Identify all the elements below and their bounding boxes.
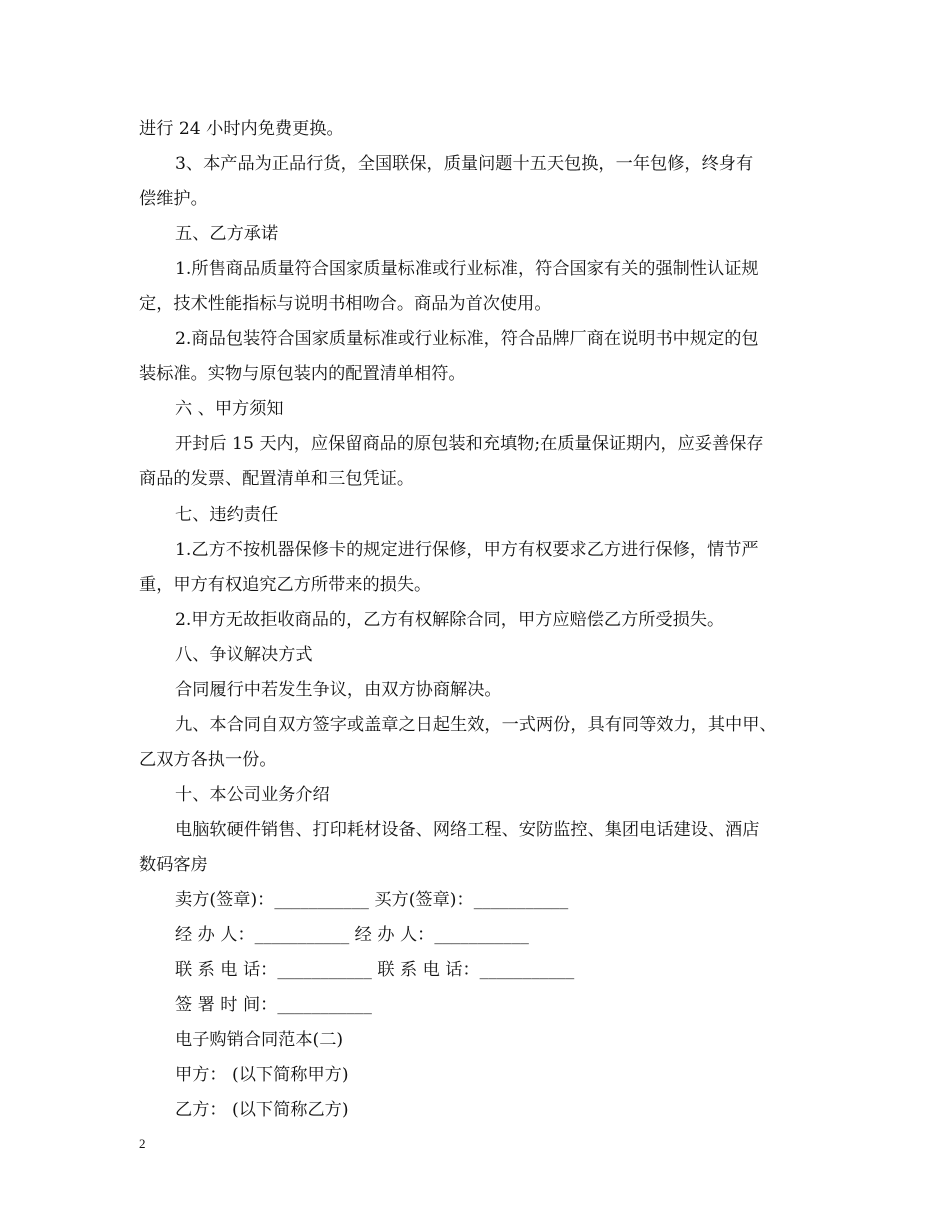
text-line: 十、本公司业务介绍: [175, 784, 330, 805]
text-line: 联 系 电 话：___________ 联 系 电 话：___________: [175, 960, 575, 981]
text-line: 进行 24 小时内免费更换。: [139, 119, 344, 139]
text-line: 甲方： (以下简称甲方): [175, 1065, 349, 1086]
text-line: 合同履行中若发生争议，由双方协商解决。: [175, 679, 502, 700]
text-line: 3、本产品为正品行货，全国联保，质量问题十五天包换，一年包修，终身有: [175, 154, 754, 175]
document-body: [139, 112, 819, 1128]
text-line: 偿维护。: [139, 189, 208, 210]
text-line: 重，甲方有权追究乙方所带来的损失。: [139, 574, 432, 595]
text-line: 八、争议解决方式: [175, 644, 313, 665]
text-line: 乙方： (以下简称乙方): [175, 1100, 349, 1121]
text-line: 卖方(签章)：___________ 买方(签章)：___________: [175, 890, 569, 911]
text-line: 六 、甲方须知: [175, 399, 284, 420]
text-line: 装标准。实物与原包装内的配置清单相符。: [139, 364, 466, 385]
text-line: 商品的发票、配置清单和三包凭证。: [139, 469, 415, 490]
text-line: 2.商品包装符合国家质量标准或行业标准，符合品牌厂商在说明书中规定的包: [175, 329, 759, 350]
text-line: 定，技术性能指标与说明书相吻合。商品为首次使用。: [139, 294, 552, 315]
text-line: 九、本合同自双方签字或盖章之日起生效，一式两份，具有同等效力，其中甲、: [175, 714, 777, 735]
text-line: 1.所售商品质量符合国家质量标准或行业标准，符合国家有关的强制性认证规: [175, 259, 759, 280]
text-line: 乙双方各执一份。: [139, 749, 277, 770]
text-line: 电脑软硬件销售、打印耗材设备、网络工程、安防监控、集团电话建设、酒店: [175, 819, 760, 840]
page-number: 2: [139, 1136, 146, 1151]
text-line: 七、违约责任: [175, 504, 279, 525]
text-line: 电子购销合同范本(二): [175, 1030, 344, 1051]
text-line: 经 办 人：___________ 经 办 人：___________: [175, 925, 529, 946]
text-line: 2.甲方无故拒收商品的，乙方有权解除合同，甲方应赔偿乙方所受损失。: [175, 609, 725, 630]
text-line: 签 署 时 间：___________: [175, 995, 372, 1016]
text-line: 开封后 15 天内，应保留商品的原包装和充填物;在质量保证期内，应妥善保存: [175, 434, 764, 455]
text-line: 数码客房: [139, 854, 208, 875]
text-line: 五、乙方承诺: [175, 224, 279, 245]
text-line: 1.乙方不按机器保修卡的规定进行保修，甲方有权要求乙方进行保修，情节严: [175, 539, 759, 560]
